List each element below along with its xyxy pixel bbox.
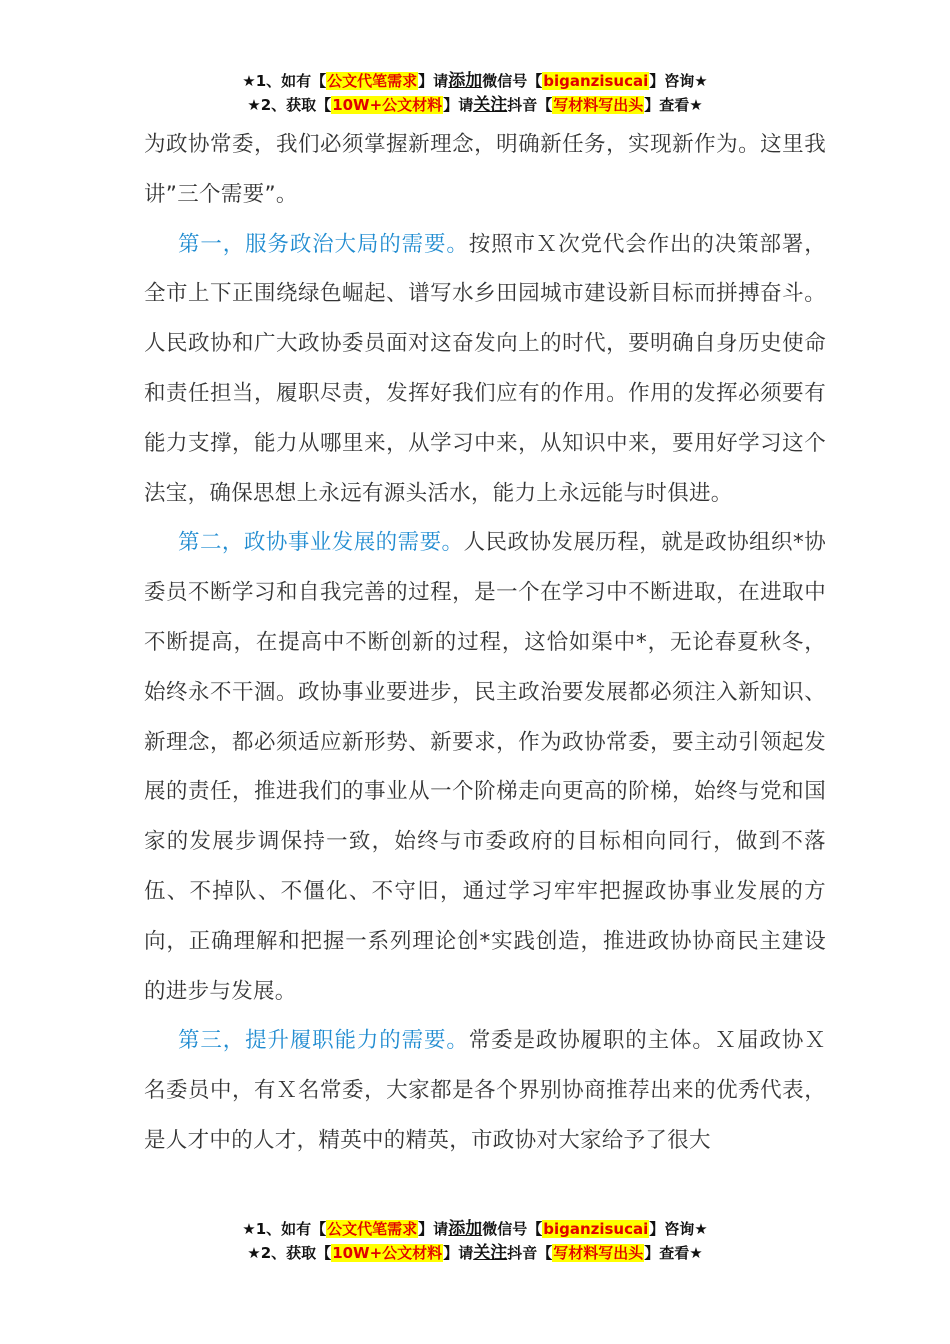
paragraph-second xyxy=(144,518,826,1016)
banner-text: ★1、如有【 xyxy=(242,72,327,90)
banner-text: 】请 xyxy=(443,96,474,114)
banner-text: 】查看★ xyxy=(644,1244,703,1262)
banner-text: 】请 xyxy=(418,1220,449,1238)
footer-banner xyxy=(0,1217,950,1265)
banner-line-2 xyxy=(0,93,950,117)
paragraph-first xyxy=(144,220,826,519)
document-body xyxy=(144,120,826,1166)
paragraph-intro: 为政协常委，我们必须掌握新理念，明确新任务，实现新作为。这里我讲”三个需要”。 xyxy=(144,132,826,207)
banner-line-1 xyxy=(0,69,950,93)
banner-underline: 添加 xyxy=(448,71,483,91)
banner-text: 微信号【 xyxy=(482,1220,543,1238)
banner-highlight: 写材料写出头 xyxy=(553,96,644,114)
banner-underline: 关注 xyxy=(473,1243,508,1263)
banner-underline: 关注 xyxy=(473,95,508,115)
paragraph-third xyxy=(144,1016,826,1165)
banner-text: 】请 xyxy=(418,72,449,90)
banner-highlight: 写材料写出头 xyxy=(553,1244,644,1262)
paragraph-text: 人民政协发展历程，就是政协组织*协委员不断学习和自我完善的过程，是一个在学习中不断进取，在进取中不断提高，在提高中不断创新的过程，这恰如渠中*，无论春夏秋冬，始终永不干涸。政协事业要进步，民主政治要发展都必须注入新知识、新理念，都必须适应新形势、新要求，作为政协常委，要主动引领起发展的责任，推进我们的事业从一个阶梯走向更高的阶梯，始终与党和国家的发展步调保持一致，始终与市委政府的目标相向同行，做到不落伍、不掉队、不僵化、不守旧，通过学习牢牢把握政协事业发展的方向，正确理解和把握一系列理论创*实践创造，推进政协协商民主建设的进步与发展。 xyxy=(144,530,826,1004)
banner-highlight: biganzisucai xyxy=(543,72,649,90)
header-banner xyxy=(0,69,950,117)
banner-text: ★2、获取【 xyxy=(247,96,332,114)
banner-highlight: 公文代笔需求 xyxy=(327,72,418,90)
paragraph-text: 按照市Ｘ次党代会作出的决策部署，全市上下正围绕绿色崛起、谱写水乡田园城市建设新目标而拼搏奋斗。人民政协和广大政协委员面对这奋发向上的时代，要明确自身历史使命和责任担当，履职尽责，发挥好我们应有的作用。作用的发挥必须要有能力支撑，能力从哪里来，从学习中来，从知识中来，要用好学习这个法宝，确保思想上永远有源头活水，能力上永远能与时俱进。 xyxy=(144,231,826,506)
banner-text: 】咨询★ xyxy=(649,1220,708,1238)
section-lead: 第二，政协事业发展的需要。 xyxy=(178,530,464,556)
banner-text: ★1、如有【 xyxy=(242,1220,327,1238)
banner-highlight: 10W+公文材料 xyxy=(332,1244,443,1262)
banner-text: 微信号【 xyxy=(482,72,543,90)
banner-underline: 添加 xyxy=(448,1219,483,1239)
banner-line-2 xyxy=(0,1241,950,1265)
banner-text: 】查看★ xyxy=(644,96,703,114)
banner-text: 抖音【 xyxy=(507,1244,553,1262)
banner-line-1 xyxy=(0,1217,950,1241)
banner-highlight: biganzisucai xyxy=(543,1220,649,1238)
banner-text: 】咨询★ xyxy=(649,72,708,90)
section-lead: 第三，提升履职能力的需要。 xyxy=(178,1028,469,1054)
banner-highlight: 10W+公文材料 xyxy=(332,96,443,114)
banner-text: 】请 xyxy=(443,1244,474,1262)
section-lead: 第一，服务政治大局的需要。 xyxy=(178,231,469,257)
banner-text: 抖音【 xyxy=(507,96,553,114)
paragraph-text: 常委是政协履职的主体。Ｘ届政协Ｘ名委员中，有Ｘ名常委，大家都是各个界别协商推荐出来的优秀代表，是人才中的人才，精英中的精英，市政协对大家给予了很大 xyxy=(144,1028,826,1153)
banner-text: ★2、获取【 xyxy=(247,1244,332,1262)
banner-highlight: 公文代笔需求 xyxy=(327,1220,418,1238)
